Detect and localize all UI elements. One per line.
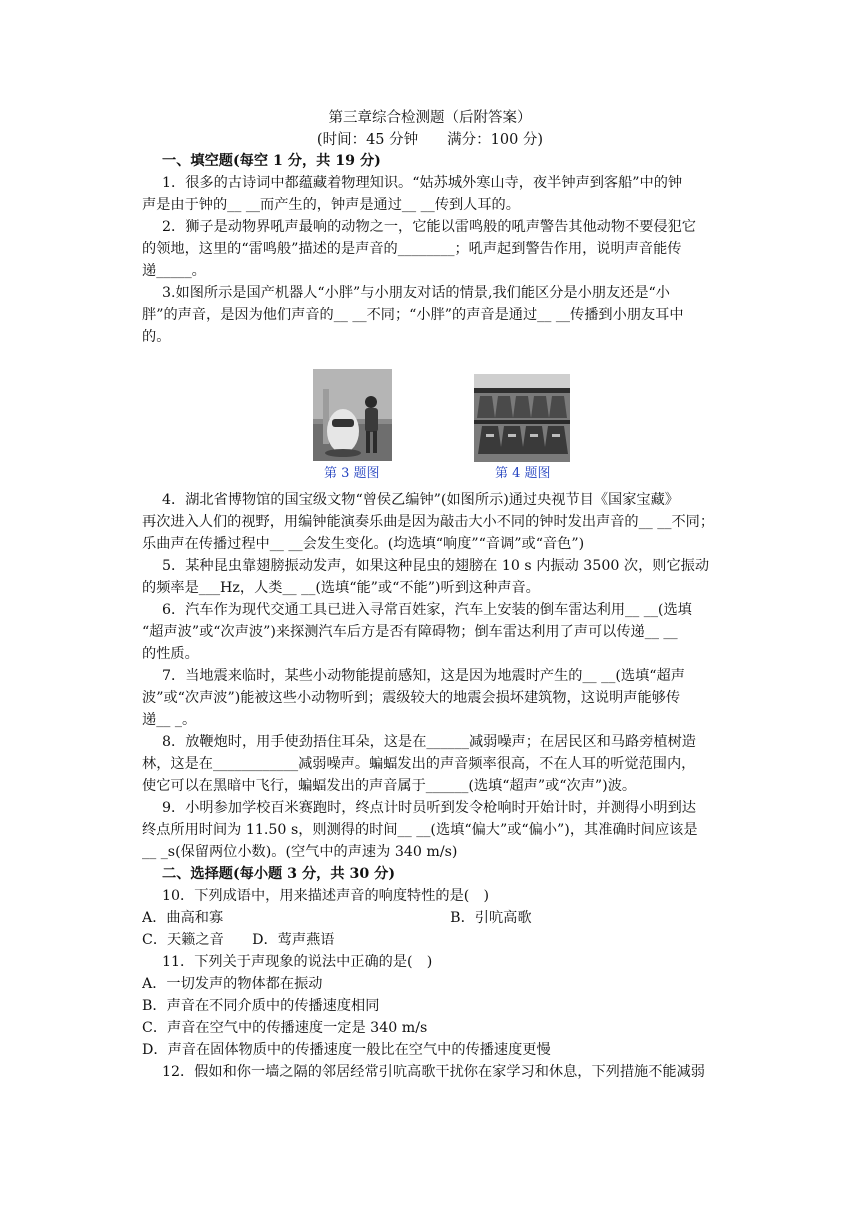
text-line: 波”或“次声波”)能被这些小动物听到；震级较大的地震会损坏建筑物，这说明声能够传 (142, 690, 681, 706)
text-line: 10．下列成语中，用来描述声音的响度特性的是( ) (162, 888, 490, 904)
text-line: C．声音在空气中的传播速度一定是 340 m/s (142, 1020, 428, 1036)
text-line: 递_____。 (142, 263, 206, 279)
text-line: 林，这是在____________减弱噪声。蝙蝠发出的声音频率很高，不在人耳的听觉范围内， (142, 756, 696, 772)
text-line: 7．当地震来临时，某些小动物能提前感知，这是因为地震时产生的__ __(选填“超声 (162, 668, 685, 684)
text-line: 胖”的声音，是因为他们声音的__ __不同；“小胖”的声音是通过__ __传播到小朋友耳中 (142, 307, 684, 323)
text-line: C．天籁之音 D．莺声燕语 (142, 932, 335, 948)
figure-4-caption: 第 4 题图 (495, 466, 551, 481)
text-line: 1．很多的古诗词中都蕴藏着物理知识。“姑苏城外寒山寺，夜半钟声到客船”中的钟 (162, 175, 683, 191)
text-line: 3.如图所示是国产机器人“小胖”与小朋友对话的情景,我们能区分是小朋友还是“小 (162, 285, 670, 301)
text-line: D．声音在固体物质中的传播速度一般比在空气中的传播速度更慢 (142, 1042, 551, 1058)
figure-4-bells-photo (474, 374, 570, 462)
figure-3-caption: 第 3 题图 (324, 466, 380, 481)
text-line: 的领地，这里的“雷鸣般”描述的是声音的________；吼声起到警告作用，说明声音能传 (142, 241, 682, 257)
text-line: 5．某种昆虫靠翅膀振动发声，如果这种昆虫的翅膀在 10 s 内振动 3500 次，则它振动 (162, 558, 710, 574)
text-line: 9．小明参加学校百米赛跑时，终点计时员听到发令枪响时开始计时，并测得小明到达 (162, 800, 696, 816)
text-line: 声是由于钟的__ __而产生的，钟声是通过__ __传到人耳的。 (142, 197, 520, 213)
text-line: 的。 (142, 329, 171, 345)
section-heading: 二、选择题(每小题 3 分，共 30 分) (162, 866, 396, 882)
text-line: 11．下列关于声现象的说法中正确的是( ) (162, 954, 433, 970)
document-title: 第三章综合检测题（后附答案） (328, 110, 532, 126)
text-line: B．声音在不同介质中的传播速度相同 (142, 998, 380, 1014)
text-line: 递__ _。 (142, 712, 197, 728)
figure-3-robot-photo (313, 369, 392, 461)
text-line: __ _s(保留两位小数)。(空气中的声速为 340 m/s) (142, 844, 458, 860)
text-line: 2．狮子是动物界吼声最响的动物之一，它能以雷鸣般的吼声警告其他动物不要侵犯它 (162, 219, 696, 235)
text-line: 的性质。 (142, 646, 199, 662)
text-line: 乐曲声在传播过程中__ __会发生变化。(均选填“响度”“音调”或“音色”) (142, 536, 585, 552)
text-line: 终点所用时间为 11.50 s，则测得的时间__ __(选填“偏大”或“偏小”)，其准确时间应该是 (142, 822, 698, 838)
text-line: A．一切发声的物体都在振动 (142, 976, 323, 992)
text-line: 4．湖北省博物馆的国宝级文物“曾侯乙编钟”(如图所示)通过央视节目《国家宝藏》 (162, 492, 679, 508)
text-line: 使它可以在黑暗中飞行，蝙蝠发出的声音属于______(选填“超声”或“次声”)波。 (142, 778, 637, 794)
text-line: 8．放鞭炮时，用手使劲捂住耳朵，这是在______减弱噪声；在居民区和马路旁植树造 (162, 734, 696, 750)
text-line: 的频率是___Hz，人类__ __(选填“能”或“不能”)听到这种声音。 (142, 580, 540, 596)
text-line: “超声波”或“次声波”)来探测汽车后方是否有障碍物；倒车雷达利用了声可以传递__ __ (142, 624, 678, 640)
text-line: A．曲高和寡 B．引吭高歌 (142, 910, 532, 926)
document-subtitle: (时间：45 分钟 满分：100 分) (316, 132, 544, 148)
text-line: 再次进入人们的视野，用编钟能演奏乐曲是因为敲击大小不同的钟时发出声音的__ __不同； (142, 514, 715, 530)
text-line: 6．汽车作为现代交通工具已进入寻常百姓家，汽车上安装的倒车雷达利用__ __(选填 (162, 602, 692, 618)
section-heading: 一、填空题(每空 1 分，共 19 分) (162, 153, 381, 169)
text-line: 12．假如和你一墙之隔的邻居经常引吭高歌干扰你在家学习和休息，下列措施不能减弱 (162, 1064, 705, 1080)
